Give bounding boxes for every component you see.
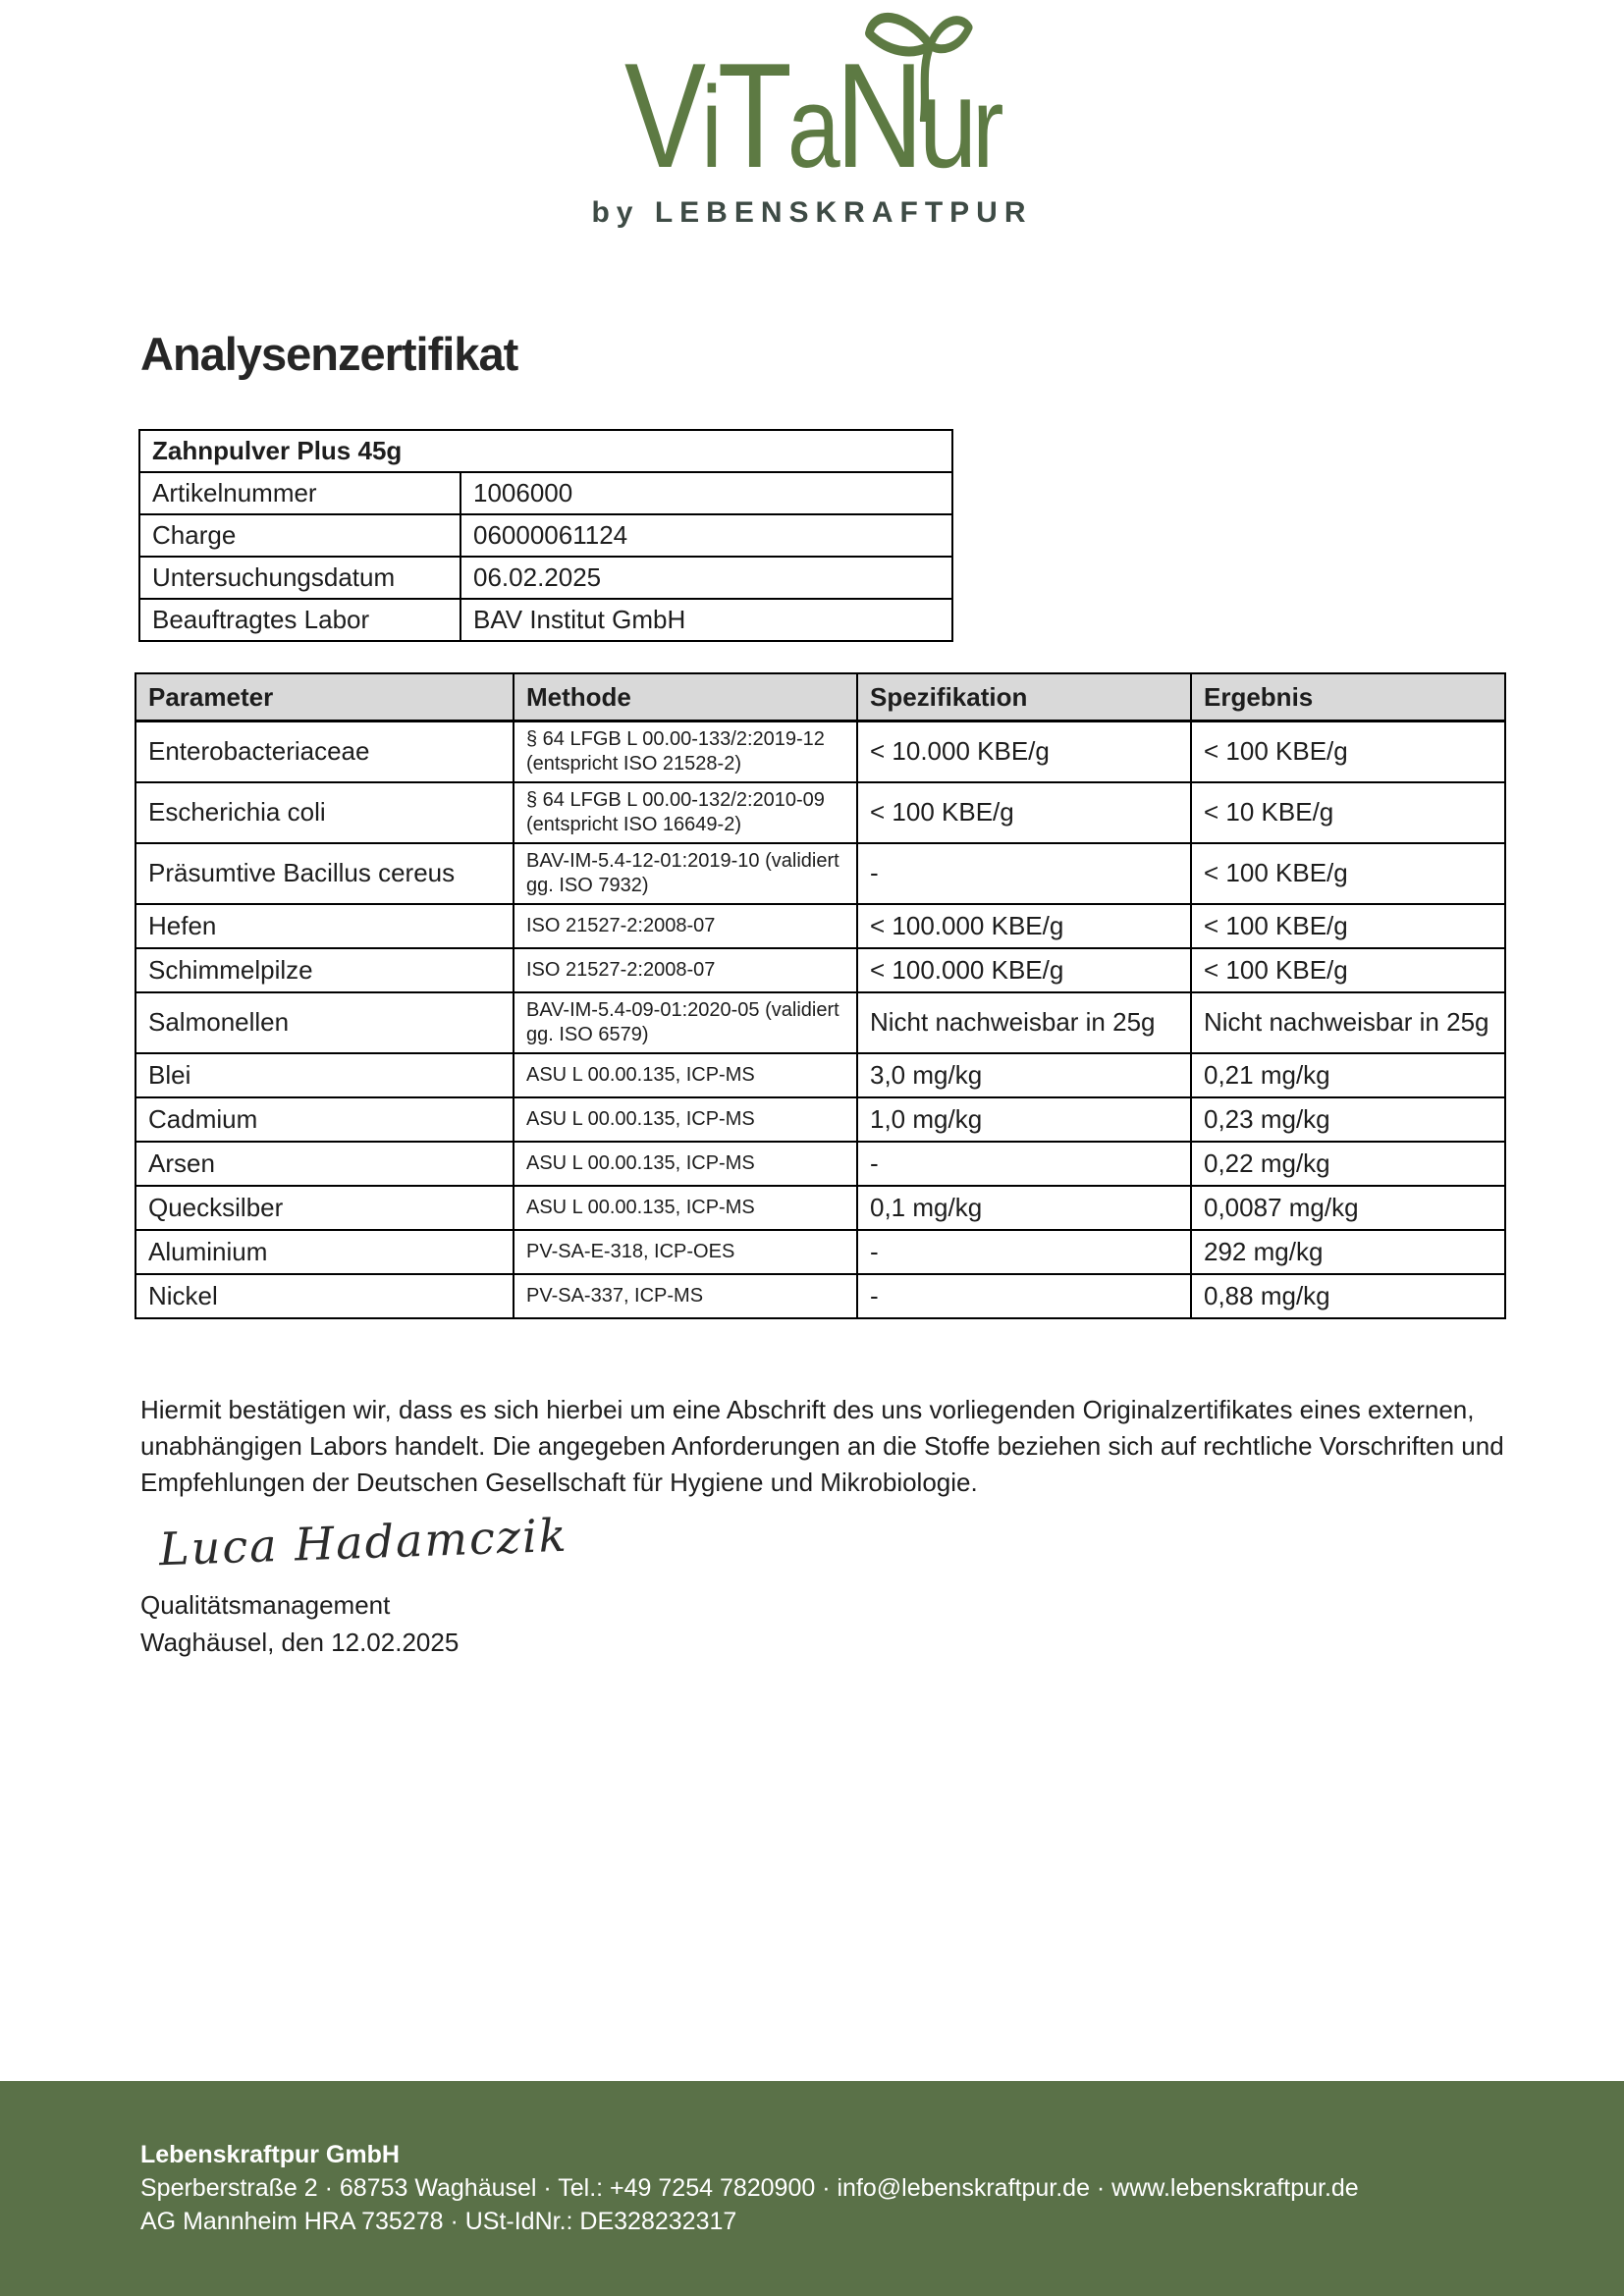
param-cell: Präsumtive Bacillus cereus: [135, 843, 514, 904]
brand-logo: [0, 32, 1624, 230]
spez-cell: 1,0 mg/kg: [857, 1097, 1191, 1142]
sprout-leaves-icon: [856, 4, 977, 122]
methode-cell: ASU L 00.00.135, ICP-MS: [514, 1186, 857, 1230]
table-row: [139, 599, 952, 641]
signature-place-date: Waghäusel, den 12.02.2025: [140, 1628, 460, 1657]
wordmark-letter: T: [717, 32, 788, 199]
param-cell: Enterobacteriaceae: [135, 721, 514, 782]
page-title: Analysenzertifikat: [140, 328, 518, 380]
wordmark-letter: u: [919, 51, 973, 194]
product-name: Zahnpulver Plus 45g: [139, 430, 952, 472]
table-row: [135, 1186, 1505, 1230]
footer-address-line: Sperberstraße 2 · 68753 Waghäusel · Tel.: +49 7254 7820900 · info@lebenskraftpur.de · www.lebenskraftpur.de: [140, 2174, 1359, 2202]
param-cell: Schimmelpilze: [135, 948, 514, 992]
signature-role: Qualitätsmanagement: [140, 1590, 391, 1620]
footer-band: [0, 2081, 1624, 2296]
wordmark-letter: r: [972, 63, 1000, 192]
methode-cell: BAV-IM-5.4-12-01:2019-10 (validiert gg. ISO 7932): [514, 843, 857, 904]
table-row: [135, 721, 1505, 782]
param-cell: Cadmium: [135, 1097, 514, 1142]
info-value: 1006000: [460, 472, 952, 514]
methode-cell: BAV-IM-5.4-09-01:2020-05 (validiert gg. ISO 6579): [514, 992, 857, 1053]
table-row: [135, 1097, 1505, 1142]
info-value: BAV Institut GmbH: [460, 599, 952, 641]
param-cell: Quecksilber: [135, 1186, 514, 1230]
table-row: [135, 1274, 1505, 1318]
col-header-methode: Methode: [514, 673, 857, 721]
ergebnis-cell: Nicht nachweisbar in 25g: [1191, 992, 1505, 1053]
analysis-results-table: [135, 672, 1506, 1319]
spez-cell: < 10.000 KBE/g: [857, 721, 1191, 782]
spez-cell: -: [857, 843, 1191, 904]
wordmark-letter: N: [836, 32, 920, 199]
param-cell: Blei: [135, 1053, 514, 1097]
ergebnis-cell: 0,21 mg/kg: [1191, 1053, 1505, 1097]
col-header-parameter: Parameter: [135, 673, 514, 721]
wordmark-letter: V: [624, 32, 702, 199]
table-row: [139, 472, 952, 514]
table-row: [139, 430, 952, 472]
footer-company-name: Lebenskraftpur GmbH: [140, 2141, 400, 2168]
param-cell: Aluminium: [135, 1230, 514, 1274]
ergebnis-cell: < 100 KBE/g: [1191, 843, 1505, 904]
info-label: Untersuchungsdatum: [139, 557, 460, 599]
info-value: 06.02.2025: [460, 557, 952, 599]
param-cell: Nickel: [135, 1274, 514, 1318]
spez-cell: 3,0 mg/kg: [857, 1053, 1191, 1097]
spez-cell: -: [857, 1230, 1191, 1274]
footer-registry-line: AG Mannheim HRA 735278 · USt-IdNr.: DE328232317: [140, 2208, 737, 2235]
spez-cell: Nicht nachweisbar in 25g: [857, 992, 1191, 1053]
table-row: [135, 948, 1505, 992]
table-row: [135, 782, 1505, 843]
param-cell: Arsen: [135, 1142, 514, 1186]
param-cell: Hefen: [135, 904, 514, 948]
wordmark-letter: i: [701, 63, 718, 192]
spez-cell: -: [857, 1142, 1191, 1186]
methode-cell: ISO 21527-2:2008-07: [514, 904, 857, 948]
table-row: [139, 557, 952, 599]
spez-cell: < 100.000 KBE/g: [857, 904, 1191, 948]
info-value: 06000061124: [460, 514, 952, 557]
table-header-row: [135, 673, 1505, 721]
methode-cell: ASU L 00.00.135, ICP-MS: [514, 1142, 857, 1186]
ergebnis-cell: < 100 KBE/g: [1191, 904, 1505, 948]
ergebnis-cell: < 100 KBE/g: [1191, 948, 1505, 992]
wordmark-letter: a: [787, 63, 837, 192]
brand-byline: by LEBENSKRAFTPUR: [591, 196, 1033, 229]
table-row: [135, 1053, 1505, 1097]
ergebnis-cell: 0,0087 mg/kg: [1191, 1186, 1505, 1230]
spez-cell: -: [857, 1274, 1191, 1318]
signature-handwriting: Luca Hadamczik: [158, 1508, 569, 1576]
spez-cell: < 100.000 KBE/g: [857, 948, 1191, 992]
confirmation-paragraph: Hiermit bestätigen wir, dass es sich hierbei um eine Abschrift des uns vorliegenden Originalzertifikates eines externen, unabhängigen Labors handelt. Die angegeben Anforderungen an die Stoffe beziehen sich auf rechtliche Vorschriften und Empfehlungen der Deutschen Gesellschaft für Hygiene und Mikrobiologie.: [140, 1395, 1504, 1497]
footer-text-block: [140, 2138, 1359, 2238]
table-row: [135, 1230, 1505, 1274]
ergebnis-cell: < 100 KBE/g: [1191, 721, 1505, 782]
methode-cell: ASU L 00.00.135, ICP-MS: [514, 1097, 857, 1142]
methode-cell: § 64 LFGB L 00.00-133/2:2019-12 (entspricht ISO 21528-2): [514, 721, 857, 782]
info-label: Charge: [139, 514, 460, 557]
methode-cell: § 64 LFGB L 00.00-132/2:2010-09 (entspricht ISO 16649-2): [514, 782, 857, 843]
table-row: [135, 992, 1505, 1053]
product-info-table: [138, 429, 953, 642]
table-row: [135, 1142, 1505, 1186]
table-row: [135, 904, 1505, 948]
spez-cell: < 100 KBE/g: [857, 782, 1191, 843]
info-label: Beauftragtes Labor: [139, 599, 460, 641]
ergebnis-cell: 0,88 mg/kg: [1191, 1274, 1505, 1318]
param-cell: Salmonellen: [135, 992, 514, 1053]
methode-cell: ISO 21527-2:2008-07: [514, 948, 857, 992]
table-row: [139, 514, 952, 557]
methode-cell: PV-SA-337, ICP-MS: [514, 1274, 857, 1318]
ergebnis-cell: 292 mg/kg: [1191, 1230, 1505, 1274]
col-header-ergebnis: Ergebnis: [1191, 673, 1505, 721]
spez-cell: 0,1 mg/kg: [857, 1186, 1191, 1230]
methode-cell: PV-SA-E-318, ICP-OES: [514, 1230, 857, 1274]
ergebnis-cell: 0,23 mg/kg: [1191, 1097, 1505, 1142]
vitanur-wordmark: [624, 32, 1000, 199]
ergebnis-cell: 0,22 mg/kg: [1191, 1142, 1505, 1186]
col-header-spezifikation: Spezifikation: [857, 673, 1191, 721]
methode-cell: ASU L 00.00.135, ICP-MS: [514, 1053, 857, 1097]
table-row: [135, 843, 1505, 904]
ergebnis-cell: < 10 KBE/g: [1191, 782, 1505, 843]
param-cell: Escherichia coli: [135, 782, 514, 843]
info-label: Artikelnummer: [139, 472, 460, 514]
